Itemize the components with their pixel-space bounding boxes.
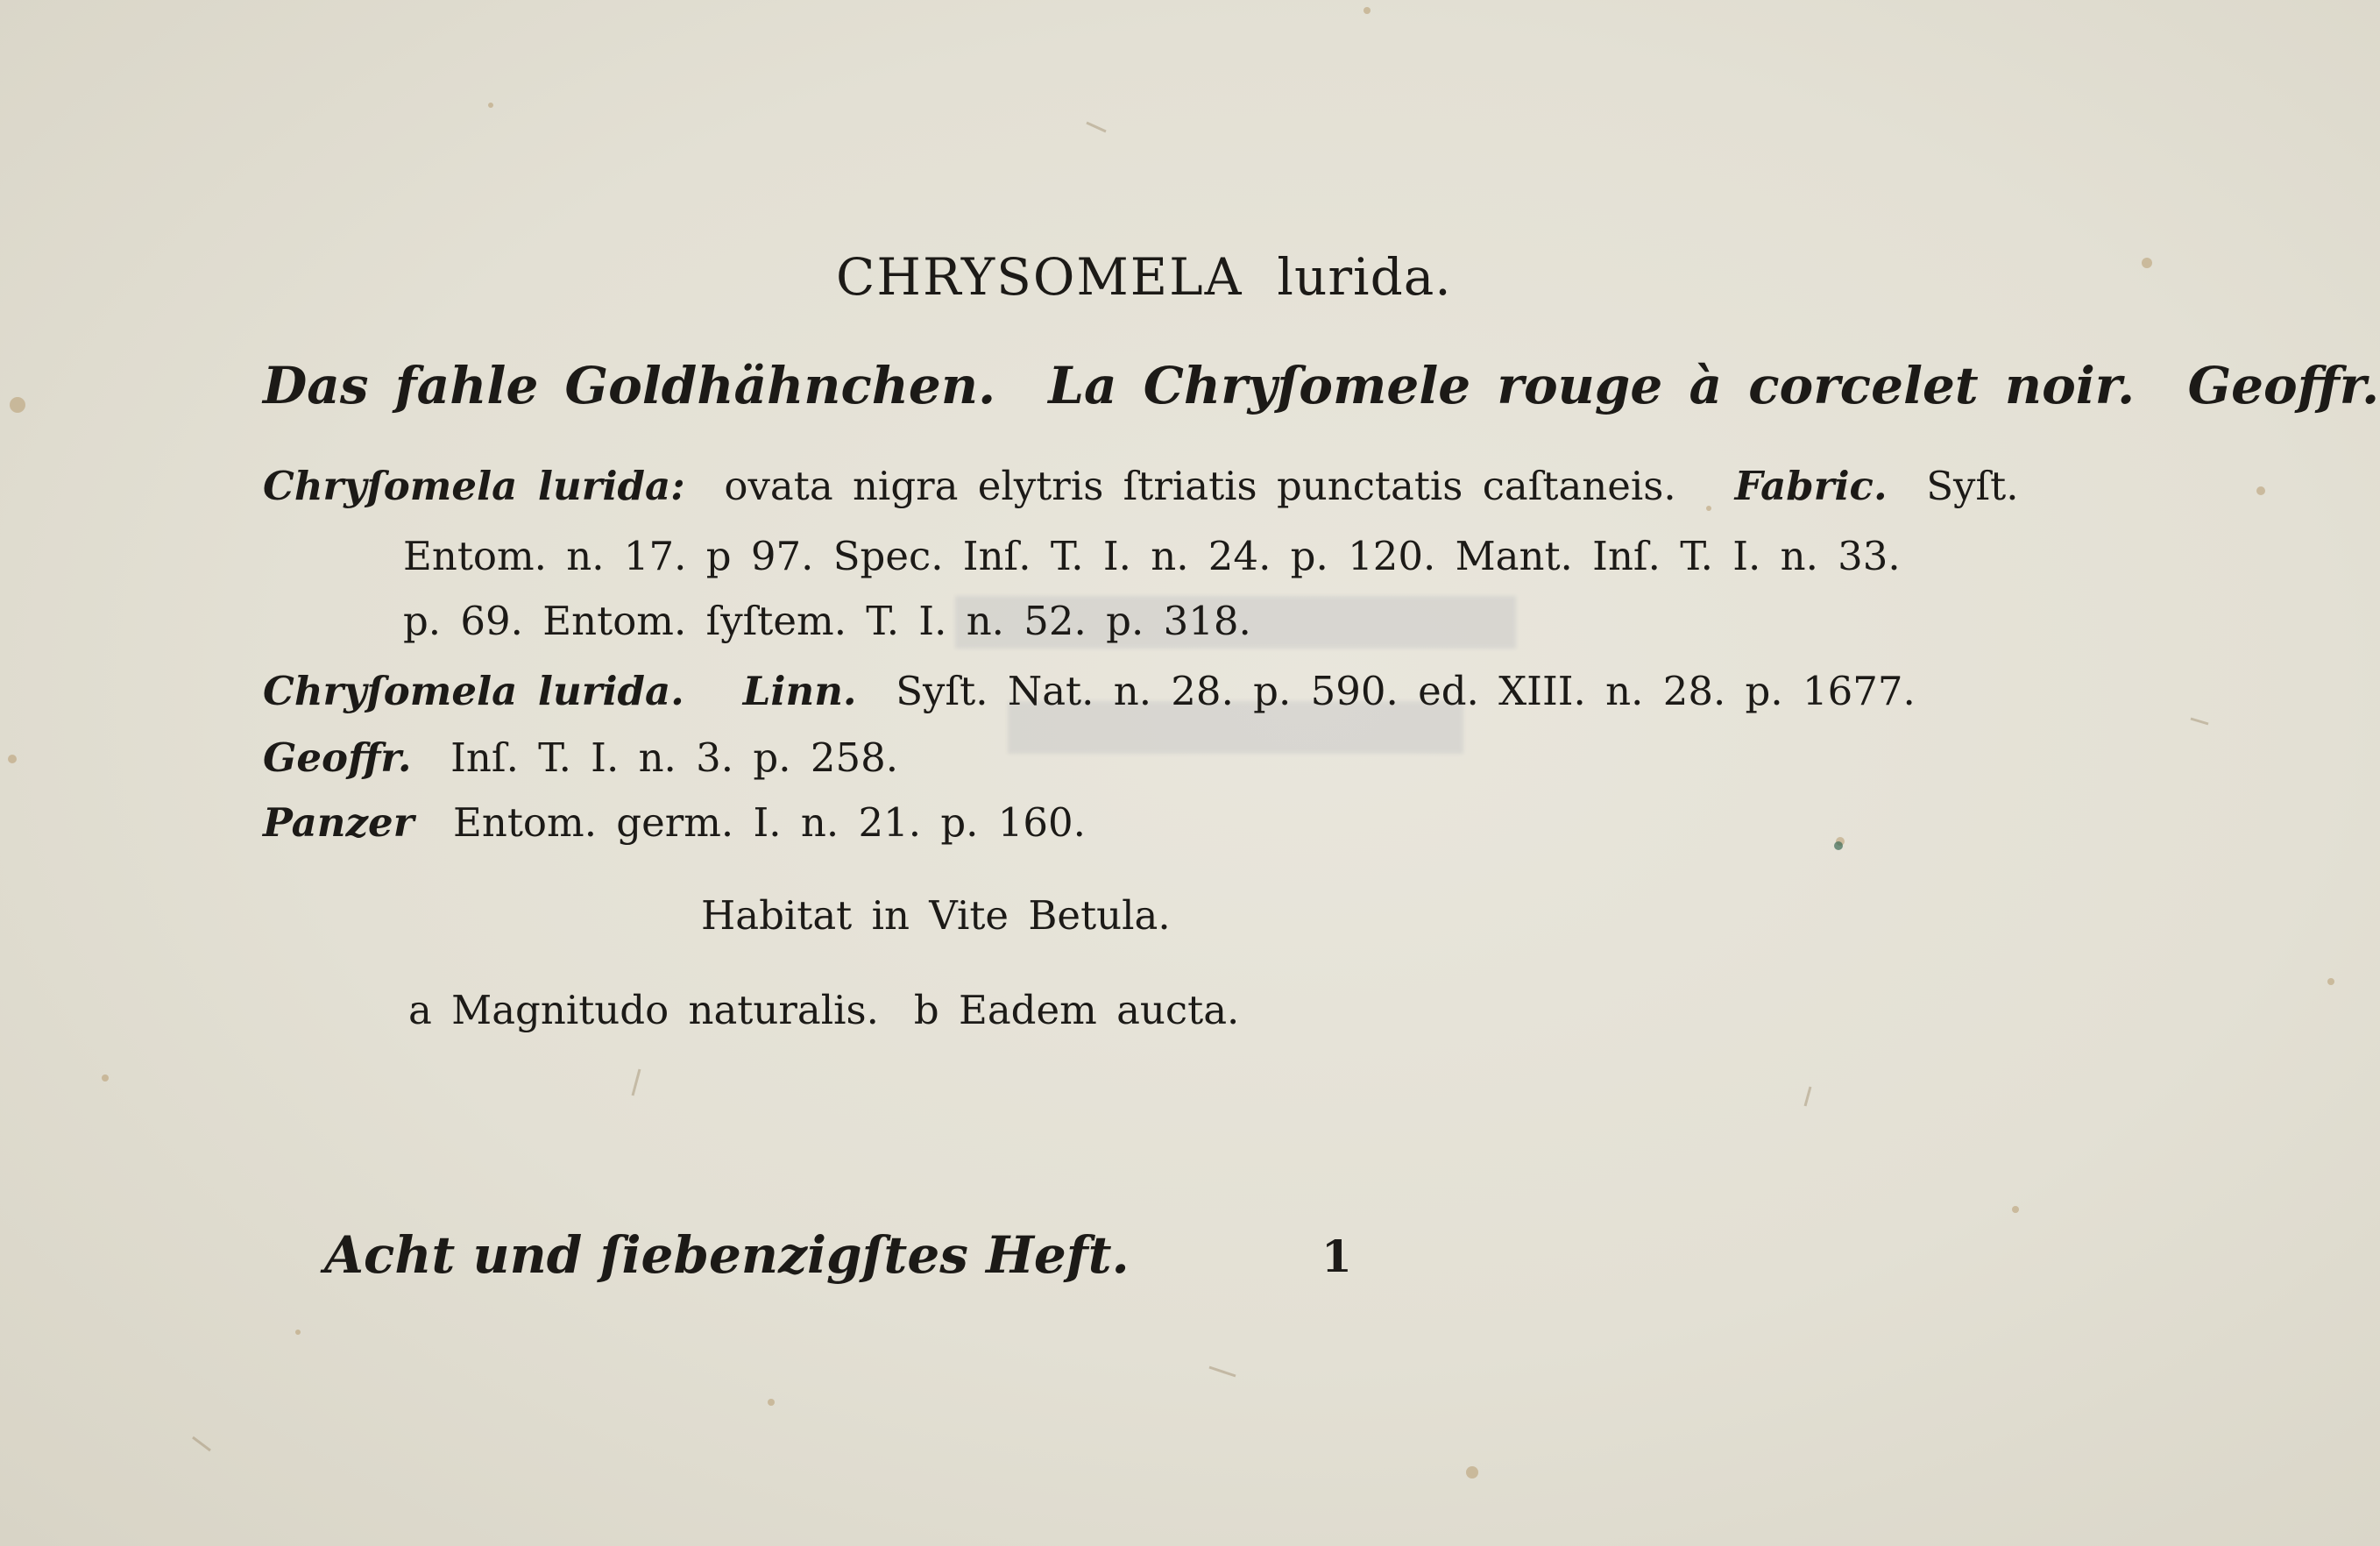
title-genus: CHRYSOMELA: [836, 247, 1243, 307]
synonym-5-text: Inſ. T. I. n. 3. p. 258.: [450, 734, 899, 781]
figure-legend: [408, 987, 1239, 1033]
title-species: lurida.: [1277, 247, 1452, 307]
synonym-line-3: p. 69. Entom. ſyſtem. T. I. n. 52. p. 318.: [403, 598, 1251, 644]
synonym-6-author: Panzer: [263, 799, 414, 846]
synonym-line-1: [263, 463, 2019, 509]
synonym-1-author: Fabric.: [1734, 463, 1888, 509]
synonym-4-author: Linn.: [742, 668, 857, 714]
page-number: 1: [1321, 1230, 1352, 1282]
page-title: [836, 247, 1452, 307]
common-names: [263, 356, 2379, 415]
synonym-5-author: Geoffr.: [263, 734, 412, 781]
german-name: Das fahle Goldhähnchen.: [263, 356, 996, 415]
figure-b-caption: b Eadem aucta.: [913, 987, 1240, 1033]
heft-footer: Acht und ſiebenzigſtes Heft.: [324, 1225, 1130, 1285]
habitat-text: Habitat in Vite Betula.: [701, 892, 1171, 939]
synonym-1-name: Chryſomela lurida:: [263, 463, 685, 509]
synonym-line-4: [263, 668, 1916, 714]
synonym-line-5: [263, 734, 898, 781]
synonym-6-text: Entom. germ. I. n. 21. p. 160.: [453, 799, 1086, 846]
synonym-1-tail: Syſt.: [1926, 463, 2019, 509]
synonym-line-2: Entom. n. 17. p 97. Spec. Inſ. T. I. n. 24. p. 120. Mant. Inſ. T. I. n. 33.: [403, 533, 1901, 579]
french-name: La Chryſomele rouge à corcelet noir.: [1048, 356, 2136, 415]
synonym-line-6: [263, 799, 1086, 846]
synonym-4-text: Syſt. Nat. n. 28. p. 590. ed. XIII. n. 28. p. 1677.: [896, 668, 1916, 714]
french-author: Geoffr.: [2187, 356, 2380, 415]
synonym-4-name: Chryſomela lurida.: [263, 668, 684, 714]
figure-a-caption: a Magnitudo naturalis.: [408, 987, 879, 1033]
synonym-1-text: ovata nigra elytris ſtriatis punctatis caſtaneis.: [724, 463, 1676, 509]
